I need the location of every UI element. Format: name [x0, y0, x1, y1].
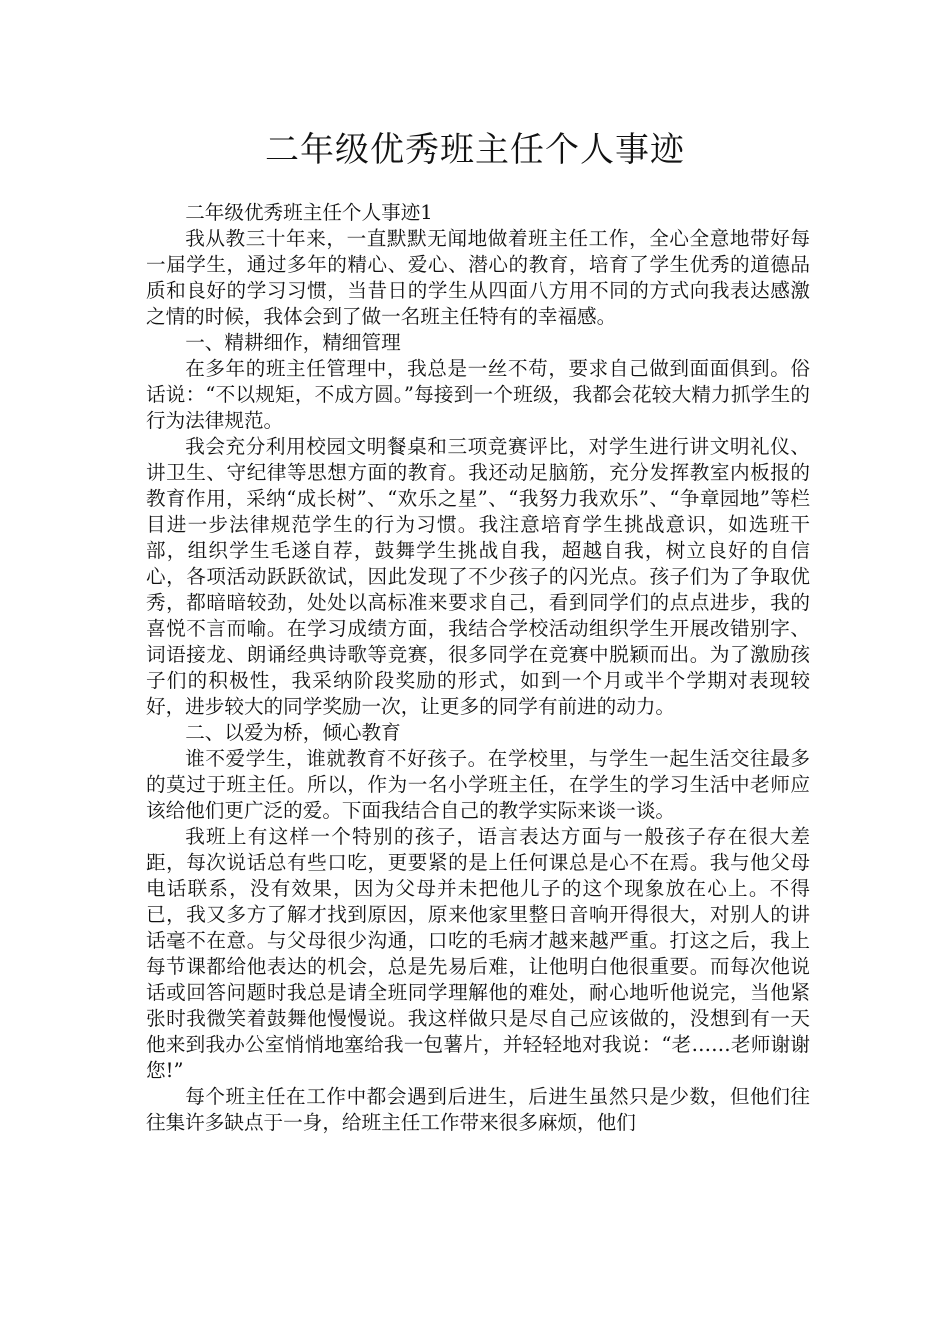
paragraph: 每个班主任在工作中都会遇到后进生，后进生虽然只是少数，但他们往往集许多缺点于一身，给班主任工作带来很多麻烦，他们: [146, 1085, 810, 1134]
paragraph-subtitle: 二年级优秀班主任个人事迹1: [185, 201, 433, 224]
paragraph: 我会充分利用校园文明餐桌和三项竞赛评比，对学生进行讲文明礼仪、讲卫生、守纪律等思想方面的教育。我还动足脑筋，充分发挥教室内板报的教育作用，采纳“成长树”、“欢乐之星”、“我努力我欢乐”、“争章园地”等栏目进一步法律规范学生的行为习惯。我注意培育学生挑战意识，如选班干部，组织学生毛遂自荐，鼓舞学生挑战自我，超越自我，树立良好的自信心，各项活动跃跃欲试，因此发现了不少孩子的闪光点。孩子们为了争取优秀，都暗暗较劲，处处以高标准来要求自己，看到同学们的点点进步，我的喜悦不言而喻。在学习成绩方面，我结合学校活动组织学生开展改错别字、词语接龙、朗诵经典诗歌等竞赛，很多同学在竞赛中脱颖而出。为了激励孩子们的积极性，我采纳阶段奖励的形式，如到一个月或半个学期对表现较好，进步较大的同学奖励一次，让更多的同学有前进的动力。: [146, 435, 810, 718]
paragraph-intro: 我从教三十年来，一直默默无闻地做着班主任工作，全心全意地带好每一届学生，通过多年的精心、爱心、潜心的教育，培育了学生优秀的道德品质和良好的学习习惯，当昔日的学生从四面八方用不同的方式向我表达感激之情的时候，我体会到了做一名班主任特有的幸福感。: [146, 227, 810, 328]
section-heading-2: 二、以爱为桥，倾心教育: [185, 721, 401, 744]
paragraph: 谁不爱学生，谁就教育不好孩子。在学校里，与学生一起生活交往最多的莫过于班主任。所以，作为一名小学班主任，在学生的学习生活中老师应该给他们更广泛的爱。下面我结合自己的教学实际来谈一谈。: [146, 747, 810, 822]
paragraph: 我班上有这样一个特别的孩子，语言表达方面与一般孩子存在很大差距，每次说话总有些口吃，更要紧的是上任何课总是心不在焉。我与他父母电话联系，没有效果，因为父母并未把他儿子的这个现象放在心上。不得已，我又多方了解才找到原因，原来他家里整日音响开得很大，对别人的讲话毫不在意。与父母很少沟通，口吃的毛病才越来越严重。打这之后，我上每节课都给他表达的机会，总是先易后难，让他明白他很重要。而每次他说话或回答问题时我总是请全班同学理解他的难处，耐心地听他说完，当他紧张时我微笑着鼓舞他慢慢说。我这样做只是尽自己应该做的，没想到有一天他来到我办公室悄悄地塞给我一包薯片，并轻轻地对我说：“老……老师谢谢您!”: [146, 825, 810, 1082]
document-title: 二年级优秀班主任个人事迹: [265, 130, 685, 170]
paragraph: 在多年的班主任管理中，我总是一丝不苟，要求自己做到面面俱到。俗话说：“不以规矩，不成方圆。”每接到一个班级，我都会花较大精力抓学生的行为法律规范。: [146, 357, 810, 432]
document-body: [146, 200, 810, 1136]
section-heading-1: 一、精耕细作，精细管理: [185, 331, 401, 354]
